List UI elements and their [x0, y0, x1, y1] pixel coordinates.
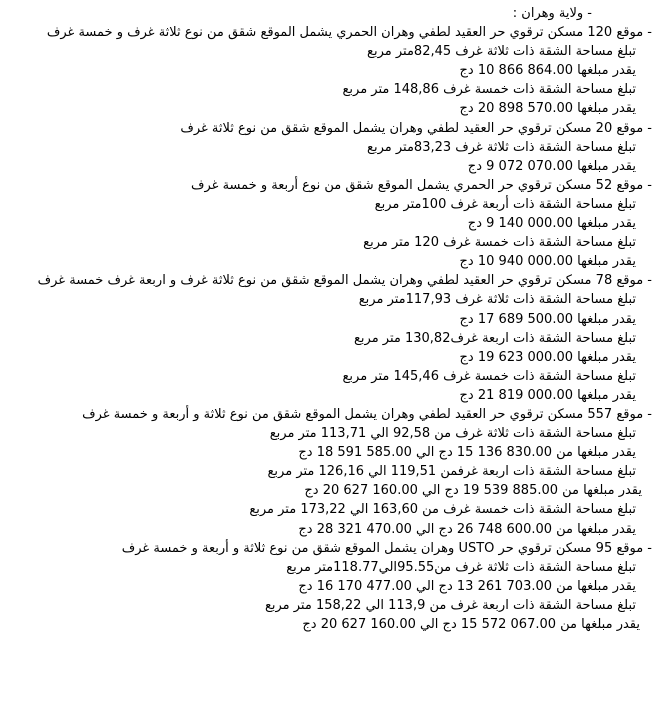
price-line: يقدر مبلغها من 703.00 261 13 دج الي 477.00 170 16 دج — [298, 578, 636, 594]
area-line: تبلغ مساحة الشقة ذات ثلاثة غرف 82,45متر مربع — [367, 44, 636, 60]
bullet-item-site-120: - موقع 120 مسكن ترقوي حر العقيد لطفي وهران الحمري يشمل الموقع شقق من نوع ثلاثة غرف و خمسة غرف — [46, 25, 652, 41]
area-line: تبلغ مساحة الشقة ذات أربعة غرف 100متر مربع — [374, 196, 636, 212]
price-line: يقدر مبلغها 000.00 940 10 دج — [459, 254, 636, 270]
bullet-item-site-20: - موقع 20 مسكن ترقوي حر العقيد لطفي وهران يشمل الموقع شقق من نوع ثلاثة غرف — [180, 120, 652, 136]
price-line: يقدر مبلغها من 885.00 539 19 دج الي 160.00 627 20 دج — [304, 483, 642, 499]
area-line: تبلغ مساحة الشقة ذات خمسة غرف من 163,60 الي 173,22 متر مربع — [249, 502, 636, 518]
area-line: تبلغ مساحة الشقة ذات ثلاثة غرف من95.55الي118.77متر مربع — [286, 559, 636, 575]
price-line: يقدر مبلغها من 830.00 136 15 دج الي 585.00 591 18 دج — [298, 445, 636, 461]
area-line: تبلغ مساحة الشقة ذات اربعة غرف من 113,9 الي 158,22 متر مربع — [264, 597, 636, 613]
price-line: يقدر مبلغها 070.00 072 9 دج — [467, 158, 636, 174]
price-line: يقدر مبلغها من 600.00 748 26 دج الي 470.00 321 28 دج — [298, 521, 636, 537]
document-body — [0, 4, 652, 634]
price-line: يقدر مبلغها 000.00 623 19 دج — [459, 349, 636, 365]
document-heading: - ولاية وهران : — [512, 6, 592, 21]
area-line: تبلغ مساحة الشقة ذات خمسة غرف 145,46 متر مربع — [342, 368, 636, 384]
area-line: تبلغ مساحة الشقة ذات اربعة غرفمن 119,51 الي 126,16 متر مربع — [267, 464, 636, 480]
price-line: يقدر مبلغها 864.00 866 10 دج — [459, 63, 636, 79]
bullet-item-site-52: - موقع 52 مسكن ترقوي حر الحمري يشمل الموقع شقق من نوع أربعة و خمسة غرف — [191, 177, 652, 193]
area-line: تبلغ مساحة الشقة ذات ثلاثة غرف 83,23متر مربع — [367, 139, 636, 155]
area-line: تبلغ مساحة الشقة ذات خمسة غرف 120 متر مربع — [363, 235, 636, 251]
area-line: تبلغ مساحة الشقة ذات ثلاثة غرف 117,93متر مربع — [358, 292, 636, 308]
area-line: تبلغ مساحة الشقة ذات ثلاثة غرف من 92,58 الي 113,71 متر مربع — [269, 426, 636, 442]
price-line: يقدر مبلغها 000.00 140 9 دج — [467, 216, 636, 232]
area-line: تبلغ مساحة الشقة ذات خمسة غرف 148,86 متر مربع — [342, 82, 636, 98]
price-line: يقدر مبلغها 000.00 819 21 دج — [459, 387, 636, 403]
bullet-item-site-557: - موقع 557 مسكن ترقوي حر العقيد لطفي وهران يشمل الموقع شقق من نوع ثلاثة و أربعة و خمسة غرف — [82, 406, 652, 422]
bullet-item-site-78: - موقع 78 مسكن ترقوي حر العقيد لطفي وهران يشمل الموقع شقق من نوع ثلاثة غرف و اربعة غرف خمسة غرف — [37, 273, 652, 289]
price-line: يقدر مبلغها من 067.00 572 15 دج الي 160.00 627 20 دج — [302, 617, 640, 632]
area-line: تبلغ مساحة الشقة ذات اربعة غرف130,82 متر مربع — [353, 330, 636, 346]
price-line: يقدر مبلغها 570.00 898 20 دج — [459, 101, 636, 117]
bullet-item-site-95: - موقع 95 مسكن ترقوي حر USTO وهران يشمل الموقع شقق من نوع ثلاثة و أربعة و خمسة غرف — [121, 540, 652, 556]
price-line: يقدر مبلغها 500.00 689 17 دج — [459, 311, 636, 327]
